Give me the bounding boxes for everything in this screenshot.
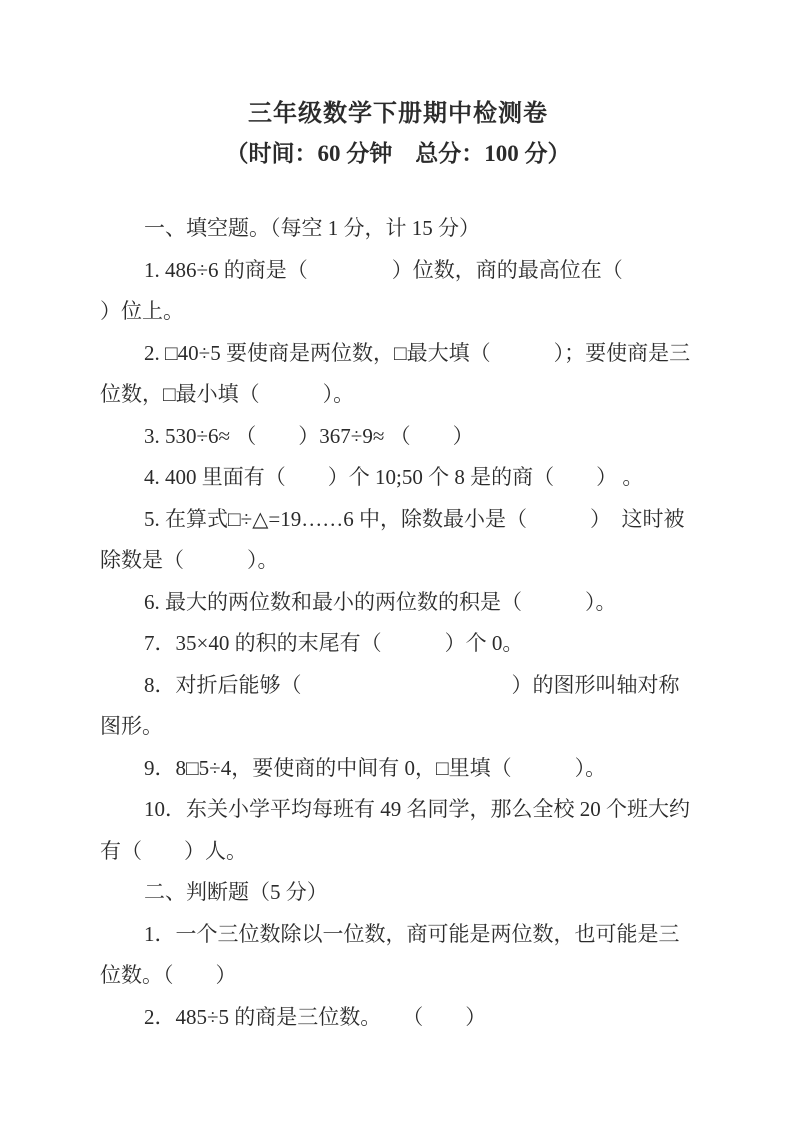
question-item-2-1: 1．一个三位数除以一位数，商可能是两位数，也可能是三位数。（ ） <box>100 921 680 987</box>
question-item-1-10: 10．东关小学平均每班有 49 名同学，那么全校 20 个班大约有（ ）人。 <box>100 797 690 863</box>
question-item-1-5: 5. 在算式□÷△=19……6 中，除数最小是（ ） 这时被除数是（ ）。 <box>100 506 685 572</box>
question-item-1-8: 8．对折后能够（ ）的图形叫轴对称图形。 <box>100 672 680 738</box>
section-1-heading: 一、填空题。（每空 1 分，计 15 分） <box>144 216 480 240</box>
question-item-1-7: 7．35×40 的积的末尾有（ ）个 0。 <box>144 631 524 655</box>
question-item-1-9: 9．8□5÷4，要使商的中间有 0，□里填（ ）。 <box>144 755 607 780</box>
document-body <box>100 208 707 1038</box>
question-item-2-2: 2．485÷5 的商是三位数。 （ ） <box>144 1004 487 1029</box>
question-item-1-3: 3. 530÷6≈ （ ）367÷9≈ （ ） <box>144 423 474 448</box>
question-item-1-2: 2. □40÷5 要使商是两位数，□最大填（ ）；要使商是三位数，□最小填（ ）。 <box>100 340 691 406</box>
doc-title: 三年级数学下册期中检测卷 <box>248 101 548 127</box>
question-item-1-4: 4. 400 里面有（ ）个 10;50 个 8 是的商（ ） 。 <box>144 465 644 489</box>
question-item-1-6: 6. 最大的两位数和最小的两位数的积是（ ）。 <box>144 589 617 614</box>
document-content <box>100 94 707 1038</box>
section-2-heading: 二、判断题（5 分） <box>144 880 328 904</box>
doc-subtitle: （时间：60 分钟 总分：100 分） <box>225 141 571 166</box>
question-item-1-1: 1. 486÷6 的商是（ ）位数，商的最高位在（ ）位上。 <box>100 257 707 323</box>
